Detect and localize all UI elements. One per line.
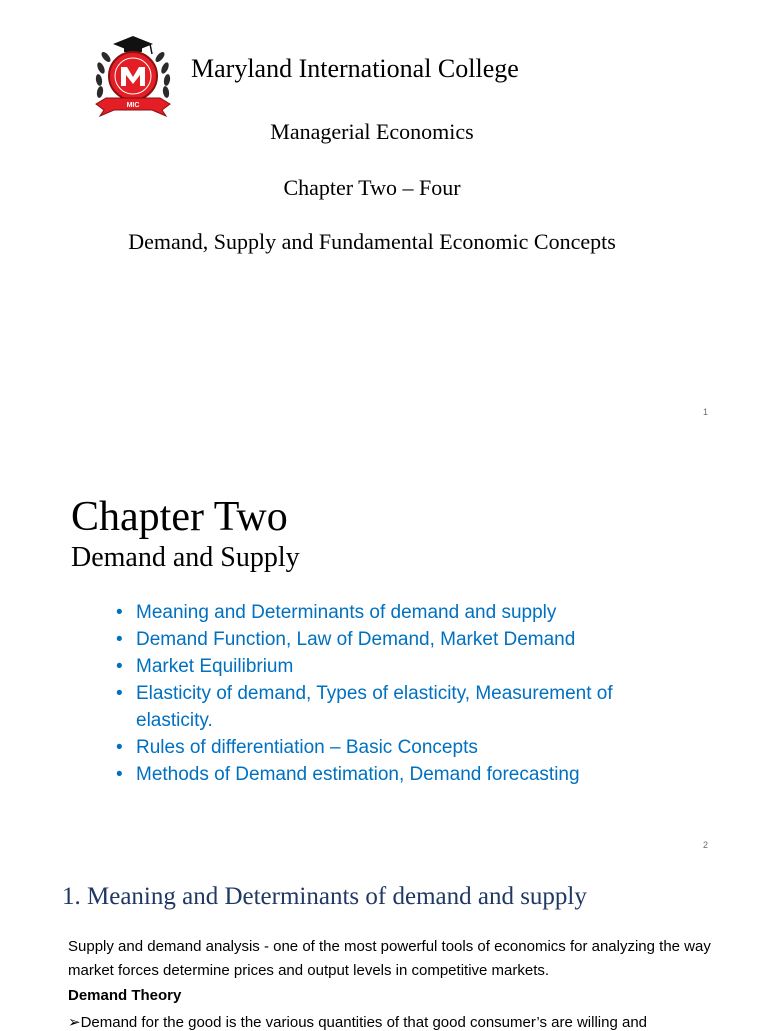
course-topic: Demand, Supply and Fundamental Economic Concepts xyxy=(128,229,616,254)
bullet-line: ➢Demand for the good is the various quantities of that good consumer’s are willing and xyxy=(68,1014,648,1031)
slide-3 xyxy=(0,866,768,1031)
list-item: • Elasticity of demand, Types of elasticity, Measurement of elasticity. xyxy=(116,680,676,734)
list-item: • Demand Function, Law of Demand, Market Demand xyxy=(116,626,676,653)
list-item: • Methods of Demand estimation, Demand forecasting xyxy=(116,761,676,788)
list-item: • Meaning and Determinants of demand and supply xyxy=(116,599,676,626)
chapter-subtitle: Demand and Supply xyxy=(71,542,300,573)
intro-paragraph: Supply and demand analysis - one of the most powerful tools of economics for analyzing the way market forces determine prices and output levels in competitive markets. xyxy=(68,938,711,979)
college-logo-emblem xyxy=(90,32,176,120)
slide-1 xyxy=(0,0,768,432)
page-number: 1 xyxy=(703,407,709,417)
list-item: • Market Equilibrium xyxy=(116,653,676,680)
chapter-range: Chapter Two – Four xyxy=(283,175,461,200)
svg-text:MIC: MIC xyxy=(126,102,140,109)
page-number: 2 xyxy=(703,840,709,850)
course-subject: Managerial Economics xyxy=(270,119,474,144)
college-name: Maryland International College xyxy=(191,54,519,83)
slide-2 xyxy=(0,433,768,865)
chapter-title: Chapter Two xyxy=(71,494,288,540)
list-item: • Rules of differentiation – Basic Concepts xyxy=(116,734,676,761)
section-heading: 1. Meaning and Determinants of demand and supply xyxy=(62,883,587,910)
topic-list xyxy=(116,599,676,788)
subsection-heading: Demand Theory xyxy=(68,987,182,1004)
